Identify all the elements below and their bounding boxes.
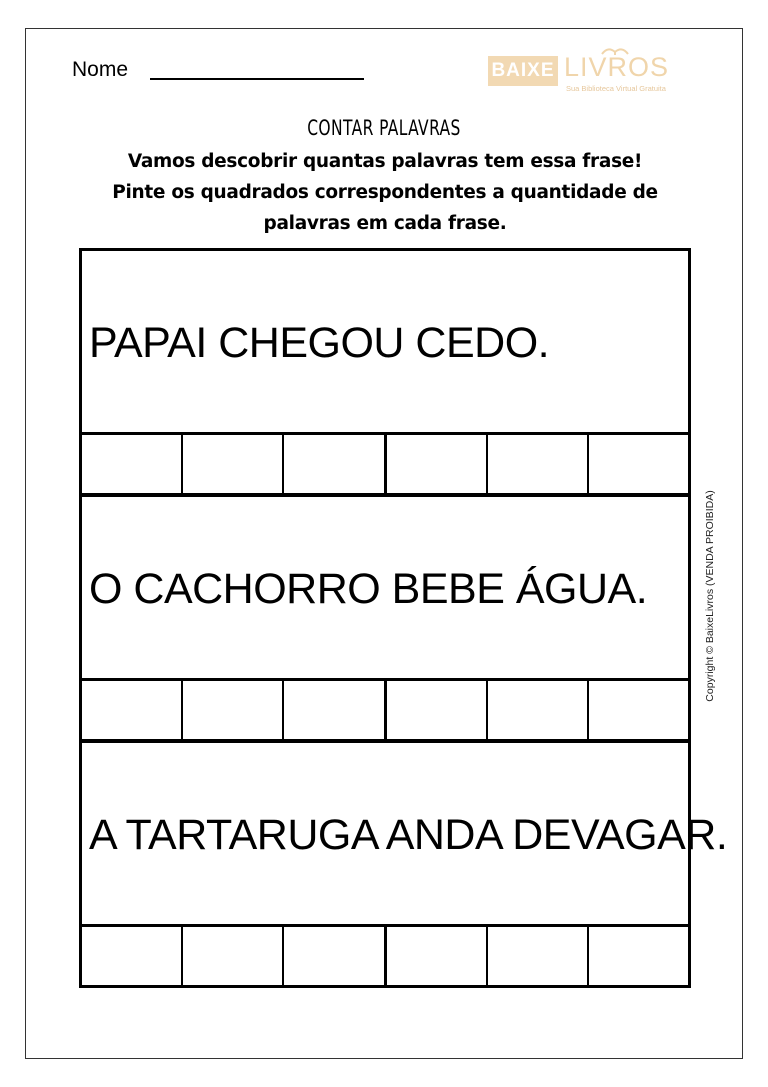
word-count-box[interactable] [387,435,488,493]
word-count-box[interactable] [183,435,284,493]
name-label: Nome [72,58,129,81]
word-count-box[interactable] [183,681,284,739]
sentence-card [79,494,691,742]
sentence-text: O CACHORRO BEBE ÁGUA. [89,565,648,613]
logo-tagline: Sua Biblioteca Virtual Gratuita [566,84,666,93]
word-count-box[interactable] [284,681,386,739]
word-count-boxes [82,924,688,985]
sentence-card [79,740,728,988]
word-count-box[interactable] [589,681,688,739]
logo-box: BAIXE [488,56,558,86]
sentence-card [79,248,691,496]
word-count-box[interactable] [589,435,688,493]
word-count-box[interactable] [488,435,589,493]
word-count-box[interactable] [488,681,589,739]
sentence-text: A TARTARUGA ANDA DEVAGAR. [89,811,728,859]
word-count-box[interactable] [183,927,284,985]
copyright-text: Copyright © BaixeLivros (VENDA PROIBIDA) [704,490,716,702]
instruction-line: Vamos descobrir quantas palavras tem essa frase! [127,151,643,172]
page-title: CONTAR PALAVRAS [307,116,461,140]
word-count-box[interactable] [488,927,589,985]
word-count-boxes [82,432,688,493]
word-count-box[interactable] [82,681,183,739]
word-count-box[interactable] [284,927,386,985]
instruction-line: Pinte os quadrados correspondentes a quantidade de [112,182,658,203]
sentence-text: PAPAI CHEGOU CEDO. [89,319,550,367]
word-count-box[interactable] [82,435,183,493]
word-count-box[interactable] [589,927,688,985]
word-count-box[interactable] [387,927,488,985]
word-count-box[interactable] [284,435,386,493]
instructions [80,146,690,239]
instruction-line: palavras em cada frase. [263,213,507,234]
word-count-box[interactable] [82,927,183,985]
name-write-line [150,78,364,80]
word-count-boxes [82,678,688,739]
logo-word: LIVROS [564,52,670,82]
baixe-livros-logo [488,44,678,96]
word-count-box[interactable] [387,681,488,739]
